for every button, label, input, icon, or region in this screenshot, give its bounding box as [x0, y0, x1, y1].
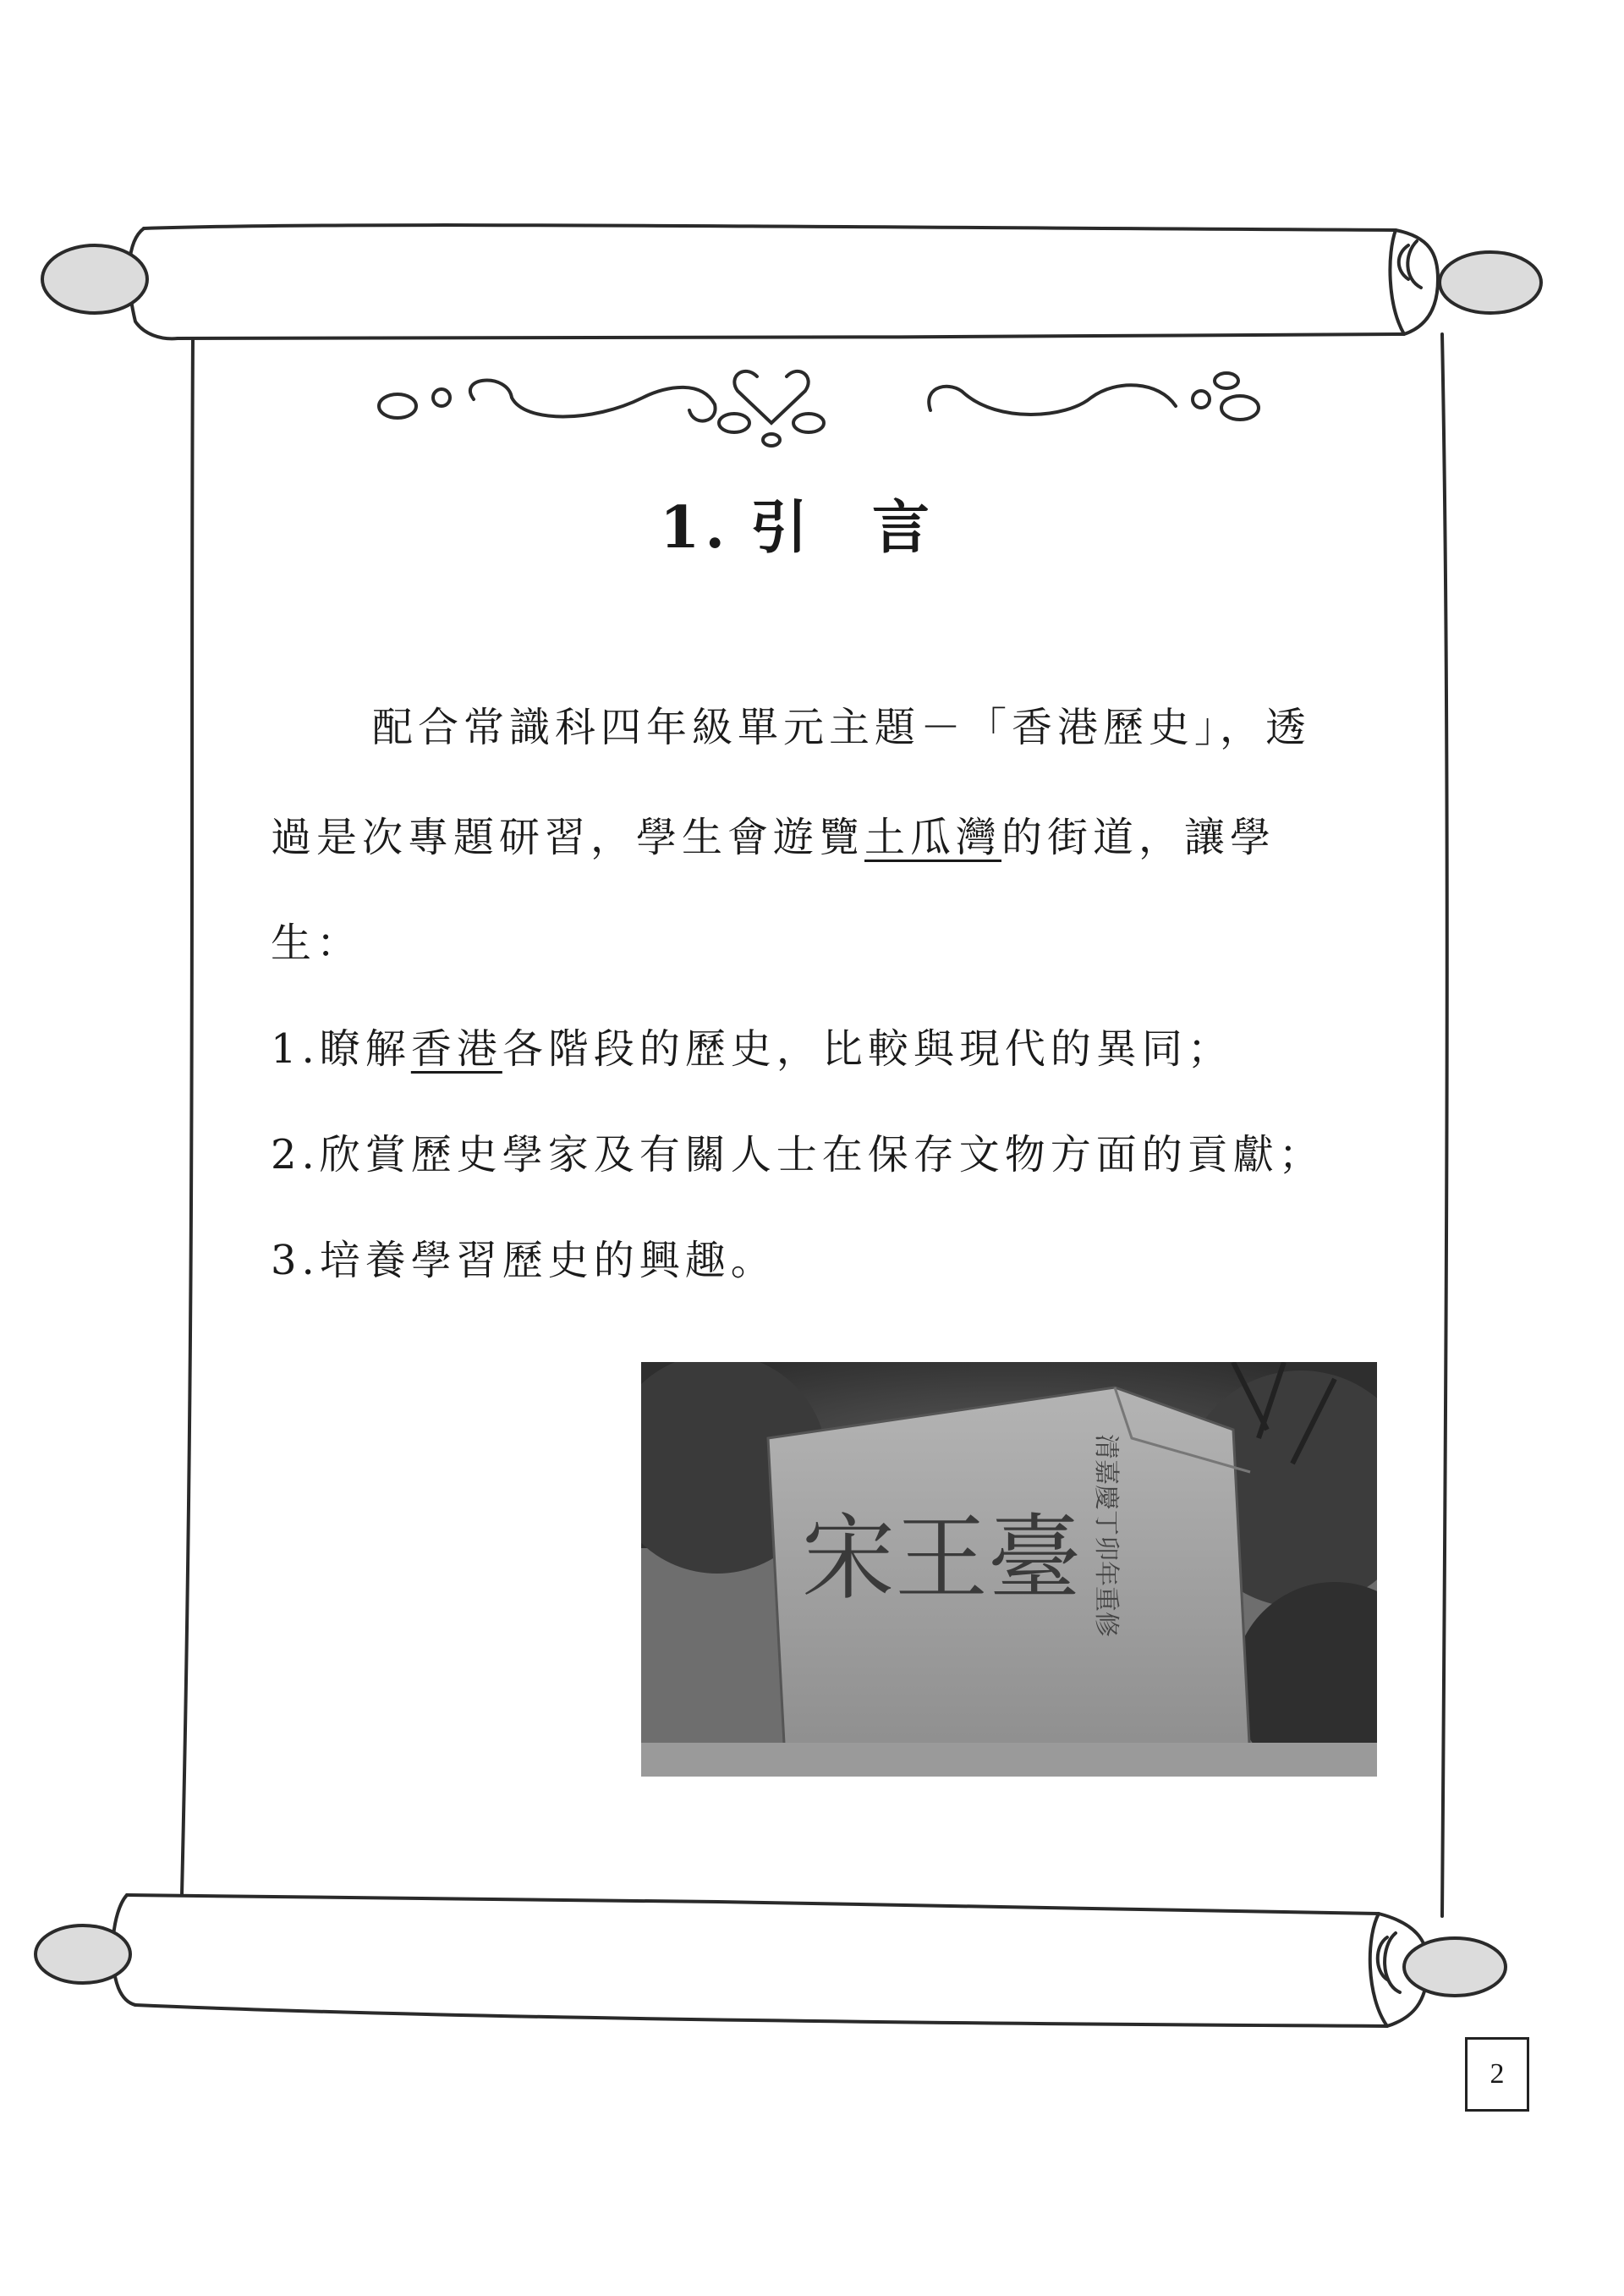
objective-1-number: 1. — [271, 1025, 320, 1073]
intro-line-2-post: 的街道，讓學 — [1001, 814, 1276, 861]
objective-1 — [271, 1024, 1455, 1074]
objective-2-text: 欣賞歷史學家及有關人士在保存文物方面的貢獻； — [319, 1131, 1325, 1178]
page-number: 2 — [1490, 2058, 1505, 2090]
objective-1-post: 各階段的歷史，比較與現代的異同； — [502, 1025, 1233, 1073]
place-name-hong-kong: 香港 — [410, 1025, 502, 1073]
ornament-flourish — [379, 371, 1259, 446]
objective-1-pre: 瞭解 — [319, 1025, 411, 1073]
photo-illustration — [641, 1362, 1377, 1777]
page-number-box — [1465, 2037, 1529, 2112]
intro-line-3-text: 生： — [271, 920, 363, 967]
intro-line-3 — [271, 918, 1455, 969]
intro-line-1 — [372, 702, 1556, 753]
intro-line-1-text: 配合常識科四年級單元主題－「香港歷史」，透 — [372, 704, 1312, 751]
page-title — [660, 482, 1015, 564]
title-char-1: 引 — [750, 494, 814, 562]
intro-line-2-pre: 過是次專題研習，學生會遊覽 — [271, 814, 865, 861]
title-char-2: 言 — [872, 494, 935, 562]
intro-line-2 — [271, 812, 1455, 863]
title-number: 1. — [660, 494, 730, 562]
objective-3 — [271, 1235, 1455, 1286]
stone-inscription: 宋王臺 — [802, 1504, 1081, 1612]
objective-2-number: 2. — [271, 1131, 320, 1178]
stone-side-inscription: 清嘉慶丁卯年重修 — [1091, 1434, 1121, 1637]
objective-2 — [271, 1129, 1455, 1180]
sung-wong-toi-photo — [641, 1362, 1377, 1777]
objective-3-number: 3. — [271, 1237, 320, 1284]
objective-3-text: 培養學習歷史的興趣。 — [319, 1237, 776, 1284]
place-name-to-kwa-wan: 土瓜灣 — [864, 814, 1002, 861]
